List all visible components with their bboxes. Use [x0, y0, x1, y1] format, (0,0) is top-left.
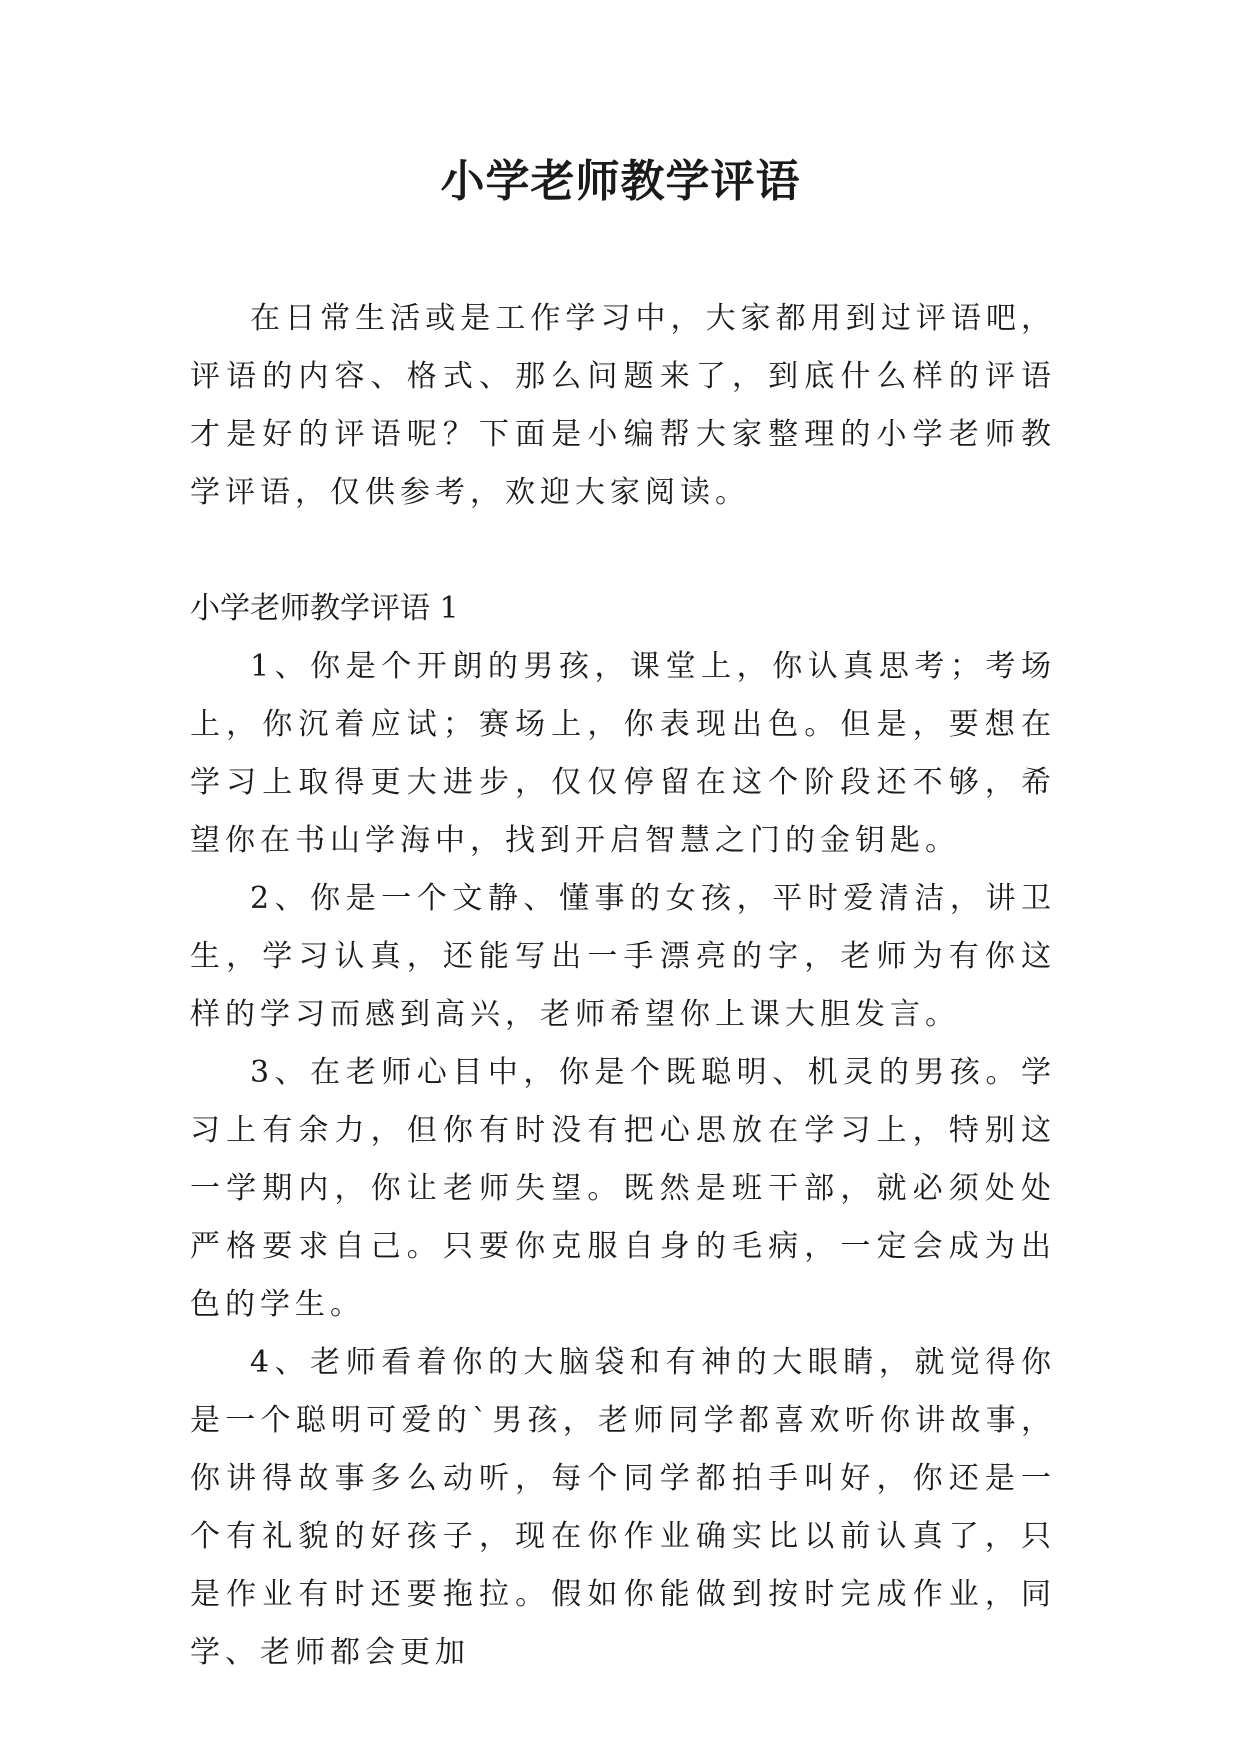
section-heading: 小学老师教学评语 1	[190, 591, 459, 626]
comment-paragraph: 3、在老师心目中，你是个既聪明、机灵的男孩。学习上有余力，但你有时没有把心思放在学习上，特别这一学期内，你让老师失望。既然是班干部，就必须处处严格要求自己。只要你克服自身的毛病，一定会成为出色的学生。	[190, 1055, 1056, 1322]
comment-paragraph: 4、老师看着你的大脑袋和有神的大眼睛，就觉得你是一个聪明可爱的`男孩，老师同学都喜欢听你讲故事，你讲得故事多么动听，每个同学都拍手叫好，你还是一个有礼貌的好孩子，现在你作业确实比以前认真了，只是作业有时还要拖拉。假如你能做到按时完成作业，同学、老师都会更加	[190, 1345, 1056, 1670]
intro-paragraph: 在日常生活或是工作学习中，大家都用到过评语吧，评语的内容、格式、那么问题来了，到底什么样的评语才是好的评语呢？下面是小编帮大家整理的小学老师教学评语，仅供参考，欢迎大家阅读。	[190, 301, 1056, 510]
document-title: 小学老师教学评语	[440, 156, 801, 207]
comments-list	[190, 638, 1056, 1682]
comment-paragraph: 1、你是个开朗的男孩，课堂上，你认真思考；考场上，你沉着应试；赛场上，你表现出色。但是，要想在学习上取得更大进步，仅仅停留在这个阶段还不够，希望你在书山学海中，找到开启智慧之门的金钥匙。	[190, 649, 1056, 858]
comment-paragraph: 2、你是一个文静、懂事的女孩，平时爱清洁，讲卫生，学习认真，还能写出一手漂亮的字，老师为有你这样的学习而感到高兴，老师希望你上课大胆发言。	[190, 881, 1056, 1032]
intro-section	[190, 290, 1056, 522]
